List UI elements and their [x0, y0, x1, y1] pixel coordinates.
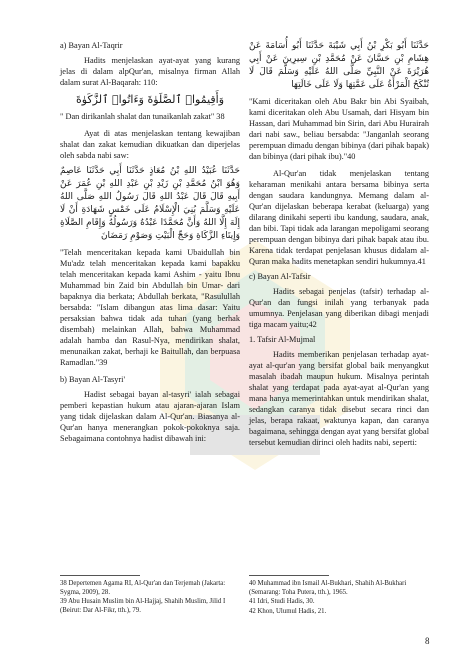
right-column — [249, 40, 429, 452]
arabic-verse: وَأَقِيمُوا۟ ٱلصَّلَوٰةَ وَءَاتُوا۟ ٱلزَّكَوٰةَ — [75, 93, 225, 106]
footnote-rule — [60, 575, 140, 576]
paragraph: Hadits menjelaskan ayat-ayat yang kurang jelas di dalam alpQur'an, misalnya firman Allah dalam surat Al-Baqarah: 110: — [60, 56, 240, 87]
section-heading-a: a) Bayan Al-Taqrir — [60, 41, 123, 50]
translation-quote: " Dan dirikanlah shalat dan tunaikanlah zakat" 38 — [60, 112, 225, 121]
page-number: 8 — [425, 636, 430, 646]
translation-quote: "Kami diceritakan oleh Abu Bakr bin Abi Syaibah, kami diceritakan oleh Abu Usamah, dari Hisyam bin Hassan, dari Muhammad bin Sirin, dari Abu Hurairah dari nabi saw., beliau bersabda: "Janganlah seorang perempuan dimadu dengan bibinya (dari pihak bapak) dan bibinya (dari pihak ibu)."40 — [249, 97, 429, 161]
footnote: 40 Muhammad ibn Ismail Al-Bukhari, Shahih Al-Bukhari (Semarang: Toha Putera, tth.), 1965. — [249, 580, 407, 596]
section-heading-b: b) Bayan Al-Tasyri' — [60, 375, 125, 384]
section-heading-c: c) Bayan Al-Tafsir — [249, 272, 311, 281]
paragraph: Hadist sebagai bayan al-tasyri' ialah sebagai pemberi kepastian hukum atau ajaran-ajaran Islam yang tidak dijelaskan dalam Al-Qur'an. Biasanya al-Qur'an hanya menerangkan pokok-pokoknya saja. Sebagaimana contohnya hadist dibawah ini: — [60, 390, 240, 443]
left-column — [60, 40, 240, 448]
footnote-rule — [249, 575, 329, 576]
footnote: 38 Depertemen Agama RI, Al-Qur'an dan Terjemah (Jakarta: Sygma, 2009), 28. — [60, 580, 226, 596]
footnote: 39 Abu Husain Muslim bin Al-Hajjaj, Shahih Muslim, Jilid I (Beirut: Dar Al-Fikr, tth.), 79. — [60, 598, 226, 614]
arabic-hadith: حَدَّثَنَا عُبَيْدُ اللهِ بْنُ مُعَاذٍ حَدَّثَنَا أَبِي حَدَّثَنَا عَاصِمٌ وَهُوَ ابْنُ مُحَمَّدِ بْنِ زَيْدِ بْنِ عَبْدِ اللهِ بْنِ عُمَرَ عَنْ أَبِيهِ قَالَ قَالَ عَبْدُ اللهِ قَالَ رَسُولُ اللهِ صَلَّى اللهُ عَلَيْهِ وَسَلَّمَ بُنِيَ الْإِسْلَامُ عَلَى خَمْسٍ شَهَادَةِ أَنْ لَا إِلَهَ إِلَّا اللهُ وَأَنَّ مُحَمَّدًا عَبْدُهُ وَرَسُولُهُ وَإِقَامِ الصَّلَاةِ وَإِيتَاءِ الزَّكَاةِ وَحَجِّ الْبَيْتِ وَصَوْمِ رَمَضَانَ — [60, 166, 240, 241]
subsection-heading: 1. Tafsir Al-Mujmal — [249, 335, 316, 344]
paragraph: Hadits sebagai penjelas (tafsir) terhadap al-Qur'an dan fungsi inilah yang terbanyak pada umumnya. Penjelasan yang diberikan dibagi menjadi tiga macam yaitu;42 — [249, 287, 429, 329]
footnote: 41 Idri, Studi Hadis, 30. — [249, 598, 315, 606]
footnotes-right — [249, 580, 429, 617]
translation-quote: "Telah menceritakan kepada kami Ubaidullah bin Mu'adz telah menceritakan kepada kami bapakku telah menceritakan kepada kami Ashim - yaitu Ibnu Muhammad bin Zaid bin Abdullah bin Umar- dari bapaknya dia berkata; Abdullah berkata, "Rasulullah bersabda: "Islam dibangun atas lima dasar: Yaitu persaksian bahwa tidak ada tuhan (yang berhak disembah) melainkan Allah, bahwa Muhammad adalah hamba dan Rasul-Nya, mendirikan shalat, menunaikan zakat, berhaji ke Baitullah, dan berpuasa Ramadlan."39 — [60, 248, 240, 367]
footnote: 42 Khon, Ulumul Hadis, 21. — [249, 607, 327, 615]
footnotes-left — [60, 580, 240, 616]
paragraph: Hadits memberikan penjelasan terhadap ayat-ayat al-qur'an yang bersifat global baik menyangkut masalah ibadah maupun hukum. Misalnya perintah shalat yang terdapat pada ayat-ayat al-Qur'an yang mana hanya memerintahkan untuk mendirikan shalat, sedangkan caranya tidak disebut secara rinci dan jelas, berapa rakaat, waktunya kapan, dan caranya bagaimana, sehingga dengan ayat yang bersifat global tersebut kemudian dirinci oleh hadits nabi, seperti: — [249, 350, 429, 447]
paragraph: Al-Qur'an tidak menjelaskan tentang keharaman menikahi antara bersama bibinya serta dengan saudara kandungnya. Memang dalam al-Qur'an dijelaskan beberapa kerabat (keluarga) yang dilarang dinikahi seperti ibu kandung, saudara, anak, dan bibi. Tapi tidak ada larangan mepoligami seorang perempuan dengan bibinya dari pihak bapak atau ibu. Karena tidak terdapat penjelasan khusus didalam al-Quran maka hadits menetapkan sendiri hukumnya.41 — [249, 169, 429, 266]
arabic-hadith: حَدَّثَنَا أَبُو بَكْرِ بْنُ أَبِي شَيْبَةَ حَدَّثَنَا أَبُو أُسَامَةَ عَنْ هِشَامِ بْنِ حَسَّانَ عَنْ مُحَمَّدِ بْنِ سِيرِينَ عَنْ أَبِي هُرَيْرَةَ عَنْ النَّبِيِّ صَلَّى اللهُ عَلَيْهِ وَسَلَّمَ قَالَ لَا تُنْكَحُ الْمَرْأَةُ عَلَى عَمَّتِهَا وَلَا عَلَى خَالَتِهَا — [249, 41, 429, 90]
paragraph: Ayat di atas menjelaskan tentang kewajiban shalat dan zakat kemudian dikuatkan dan diperjelas oleh sabda nabi saw: — [60, 129, 240, 160]
